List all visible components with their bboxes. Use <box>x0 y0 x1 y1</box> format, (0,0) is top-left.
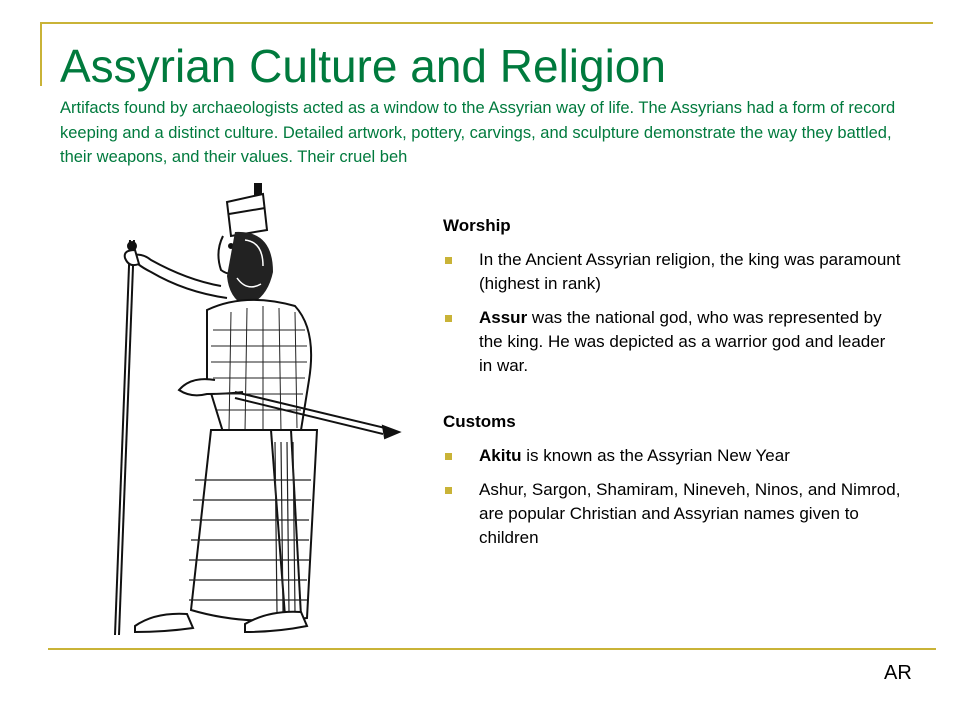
bullet-bold-term: Assur <box>479 308 528 327</box>
bullet-text: Ashur, Sargon, Shamiram, Nineveh, Ninos, and Nimrod, are popular Christian and Assyrian names given to children <box>479 480 901 547</box>
square-bullet-icon <box>445 453 452 460</box>
bullet-text: was the national god, who was represented by the king. He was depicted as a warrior god and leader in war. <box>479 308 886 375</box>
bullet-list-customs <box>443 444 903 550</box>
top-rule <box>40 22 933 24</box>
square-bullet-icon <box>445 257 452 264</box>
bullet-list-worship <box>443 248 903 378</box>
slide-title: Assyrian Culture and Religion <box>60 40 666 92</box>
section-worship <box>443 214 903 378</box>
slide-body <box>443 214 903 560</box>
assyrian-king-relief-illustration <box>95 180 413 640</box>
section-heading-customs: Customs <box>443 412 516 431</box>
footer-tag: AR <box>884 662 912 684</box>
square-bullet-icon <box>445 487 452 494</box>
list-item <box>443 306 903 378</box>
square-bullet-icon <box>445 315 452 322</box>
bullet-text: In the Ancient Assyrian religion, the king was paramount (highest in rank) <box>479 250 901 293</box>
bottom-rule <box>48 648 936 650</box>
list-item <box>443 444 903 468</box>
list-item <box>443 248 903 296</box>
left-rule <box>40 22 42 86</box>
section-customs <box>443 410 903 550</box>
section-heading-worship: Worship <box>443 216 511 235</box>
bullet-text: is known as the Assyrian New Year <box>521 446 790 465</box>
bullet-bold-term: Akitu <box>479 446 522 465</box>
list-item <box>443 478 903 550</box>
assyrian-king-illustration <box>95 180 413 640</box>
slide-subtitle: Artifacts found by archaeologists acted as a window to the Assyrian way of life. The Assyrians had a form of record keeping and a distinct culture. Detailed artwork, pottery, carvings, and sculpture demonstrate the way they battled, their weapons, and their values. Their cruel beh <box>60 99 896 166</box>
